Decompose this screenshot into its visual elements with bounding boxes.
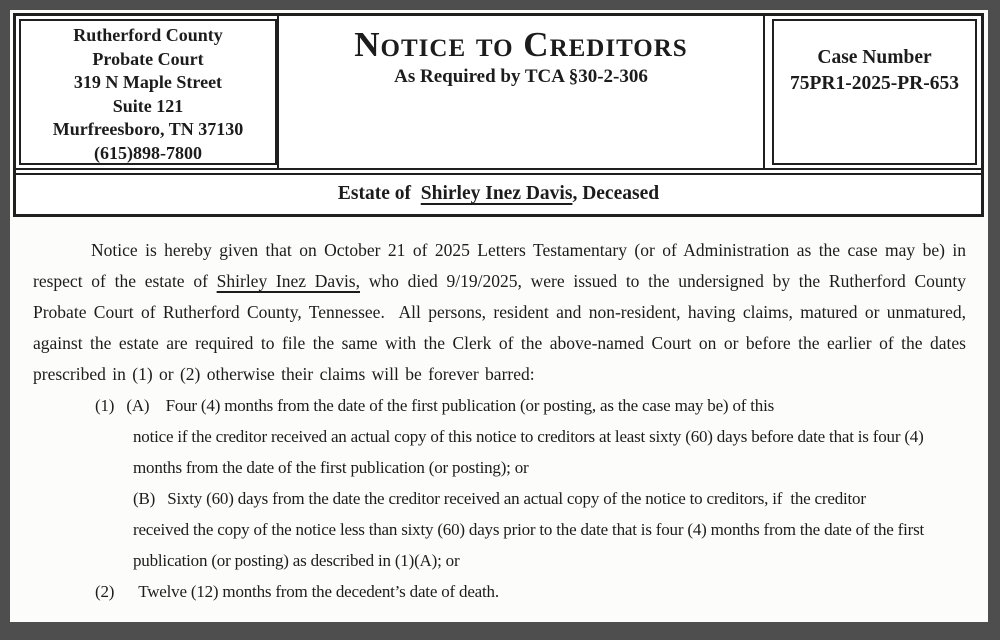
title-cell — [277, 16, 765, 168]
paragraph-text-2: who died 9/19/2025, were issued to the undersigned by the Rutherford County Probate Court of Rutherford County, Tennessee. All persons, resident and non-resident, having claims, matured or unmatured, against the estate are required to file the same with the Clerk of the above-named Court on or before the earlier of the dates prescribed in (1) or (2) otherwise their claims will be forever barred: — [33, 271, 973, 384]
header-top-row — [16, 16, 981, 170]
document-page — [10, 10, 988, 622]
case-number-label: Case Number — [817, 47, 932, 68]
notice-list-line-1b-cont: received the copy of the notice less than sixty (60) days prior to the date that is four (4) months from the date of the first — [133, 520, 925, 539]
notice-list-line-2: (2) Twelve (12) months from the decedent’s date of death. — [95, 582, 499, 601]
document-title: Notice to Creditors — [354, 25, 688, 64]
case-number-value: 75PR1-2025-PR-653 — [790, 73, 959, 94]
court-address-line: Murfreesboro, TN 37130 — [52, 119, 244, 139]
court-address-box — [19, 19, 277, 165]
estate-suffix: , Deceased — [572, 183, 660, 204]
notice-list-line-1a-cont: months from the date of the first publication (or posting); or — [133, 458, 529, 477]
court-address-line: Probate Court — [92, 48, 204, 69]
notice-list-line-1a: (1) (A) Four (4) months from the date of the first publication (or posting, as the case may be) of this — [95, 396, 775, 415]
notice-paragraph — [33, 235, 973, 390]
court-address-line: Suite 121 — [112, 95, 184, 116]
paragraph-text-1: Notice is hereby given that on October 21 of 2025 Letters Testamentary (or of Administration as the case may be) in respect of the estate of — [33, 240, 973, 291]
notice-list-line-1a-cont: notice if the creditor received an actual copy of this notice to creditors at least sixty (60) days before date that is four (4) — [133, 427, 924, 446]
notice-list-line-1b: (B) Sixty (60) days from the date the creditor received an actual copy of the notice to creditors, if the creditor — [133, 489, 866, 508]
court-address-line: Rutherford County — [73, 25, 223, 45]
notice-list-line-1b-cont: publication (or posting) as described in (1)(A); or — [133, 551, 460, 570]
estate-name: Shirley Inez Davis — [420, 183, 573, 204]
notice-header — [13, 13, 984, 217]
estate-caption — [16, 173, 981, 214]
court-phone: (615)898-7800 — [94, 142, 202, 163]
estate-prefix: Estate of — [337, 183, 421, 204]
court-address-line: 319 N Maple Street — [73, 72, 223, 92]
decedent-name: Shirley Inez Davis, — [216, 271, 360, 291]
notice-body — [13, 217, 984, 607]
statute-reference: As Required by TCA §30-2-306 — [394, 66, 648, 87]
case-number-box — [772, 19, 977, 165]
